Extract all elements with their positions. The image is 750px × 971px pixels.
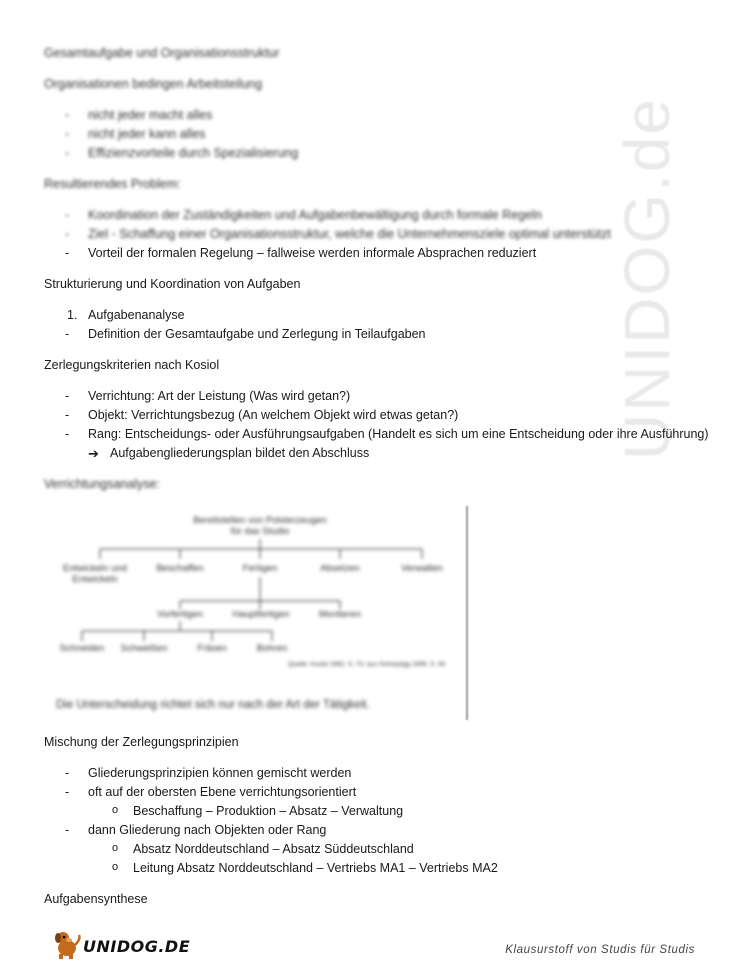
- footer-tagline: Klausurstoff von Studis für Studis: [505, 944, 695, 956]
- diagram-caption: Die Unterscheidung richtet sich nur nach der Art der Tätigkeit.: [56, 699, 370, 711]
- list-dash: -: [65, 108, 70, 122]
- arrow-text: Aufgabengliederungsplan bildet den Abschluss: [110, 446, 370, 460]
- sublist-item: Beschaffung – Produktion – Absatz – Verwaltung: [133, 804, 404, 818]
- list-number: 1.: [67, 308, 78, 322]
- list-dash: -: [65, 146, 70, 160]
- list-dash: -: [65, 823, 70, 837]
- diagram-node: Beschaffen: [156, 563, 204, 574]
- list-dash: -: [65, 427, 70, 441]
- list-item: nicht jeder macht alles: [88, 108, 213, 122]
- list-dash: -: [65, 127, 70, 141]
- sublist-bullet: o: [112, 842, 119, 854]
- list-item: Rang: Entscheidungs- oder Ausführungsaufgaben (Handelt es sich um eine Entscheidung oder ihre Ausführung): [88, 427, 709, 441]
- sublist-item: Leitung Absatz Norddeutschland – Vertriebs MA1 – Vertriebs MA2: [133, 861, 498, 875]
- diagram-node: Bohren: [256, 643, 288, 654]
- section-heading: Aufgabensynthese: [44, 892, 148, 906]
- diagram-node: Fräsen: [197, 643, 227, 654]
- list-item: Effizienzvorteile durch Spezialisierung: [88, 146, 299, 160]
- section-heading: Strukturierung und Koordination von Aufgaben: [44, 277, 301, 291]
- list-dash: -: [65, 246, 70, 260]
- unidog-logo: [53, 929, 191, 964]
- diagram-node: Schweißen: [120, 643, 168, 654]
- section-heading: Organisationen bedingen Arbeitsteilung: [44, 77, 263, 91]
- logo-text: UNIDOG.DE: [83, 937, 191, 956]
- diagram-root: [185, 515, 335, 537]
- sublist-bullet: o: [112, 804, 119, 816]
- section-heading: Verrichtungsanalyse:: [44, 477, 161, 491]
- list-item: Vorteil der formalen Regelung – fallweise werden informale Absprachen reduziert: [88, 246, 537, 260]
- divider-line: [466, 506, 468, 720]
- watermark: UNIDOG.de: [611, 97, 683, 460]
- numbered-item: Aufgabenanalyse: [88, 308, 185, 322]
- section-heading: Mischung der Zerlegungsprinzipien: [44, 735, 239, 749]
- list-item: Objekt: Verrichtungsbezug (An welchem Objekt wird etwas getan?): [88, 408, 459, 422]
- diagram-root-line2: für das Studio: [230, 526, 290, 537]
- list-item: Definition der Gesamtaufgabe und Zerlegung in Teilaufgaben: [88, 327, 426, 341]
- diagram-node: Hauptfertigen: [232, 609, 290, 620]
- section-heading: Resultierendes Problem:: [44, 177, 181, 191]
- arrow-icon: ➔: [88, 446, 99, 461]
- list-item: dann Gliederung nach Objekten oder Rang: [88, 823, 327, 837]
- diagram-node: Montieren: [318, 609, 362, 620]
- diagram-node: Verwalten: [401, 563, 443, 574]
- diagram-source: Quelle: Kosiol 1962, S. 70; aus Schreyögg 1999, S. 94: [288, 661, 446, 668]
- sublist-bullet: o: [112, 861, 119, 873]
- diagram-node: Fertigen: [242, 563, 278, 574]
- list-dash: -: [65, 766, 70, 780]
- task-breakdown-diagram: [40, 505, 475, 720]
- diagram-node: Vorfertigen: [157, 609, 203, 620]
- list-item: Gliederungsprinzipien können gemischt werden: [88, 766, 352, 780]
- diagram-node: Schneiden: [59, 643, 105, 654]
- diagram-root-line1: Bereitstellen von Polsterzeugen: [193, 515, 327, 526]
- list-dash: -: [65, 227, 70, 241]
- diagram-node: Entwickeln und Entwickeln: [63, 563, 127, 585]
- sublist-item: Absatz Norddeutschland – Absatz Süddeutschland: [133, 842, 414, 856]
- list-dash: -: [65, 408, 70, 422]
- list-item: Ziel - Schaffung einer Organisationsstruktur, welche die Unternehmensziele optimal unterstützt: [88, 227, 611, 241]
- list-dash: -: [65, 389, 70, 403]
- list-item: nicht jeder kann alles: [88, 127, 206, 141]
- list-item: Verrichtung: Art der Leistung (Was wird getan?): [88, 389, 351, 403]
- diagram-node: Absetzen: [320, 563, 360, 574]
- list-dash: -: [65, 785, 70, 799]
- section-heading: Gesamtaufgabe und Organisationsstruktur: [44, 46, 280, 60]
- list-dash: -: [65, 208, 70, 222]
- list-item: Koordination der Zuständigkeiten und Aufgabenbewältigung durch formale Regeln: [88, 208, 542, 222]
- list-item: oft auf der obersten Ebene verrichtungsorientiert: [88, 785, 357, 799]
- list-dash: -: [65, 327, 70, 341]
- section-heading: Zerlegungskriterien nach Kosiol: [44, 358, 220, 372]
